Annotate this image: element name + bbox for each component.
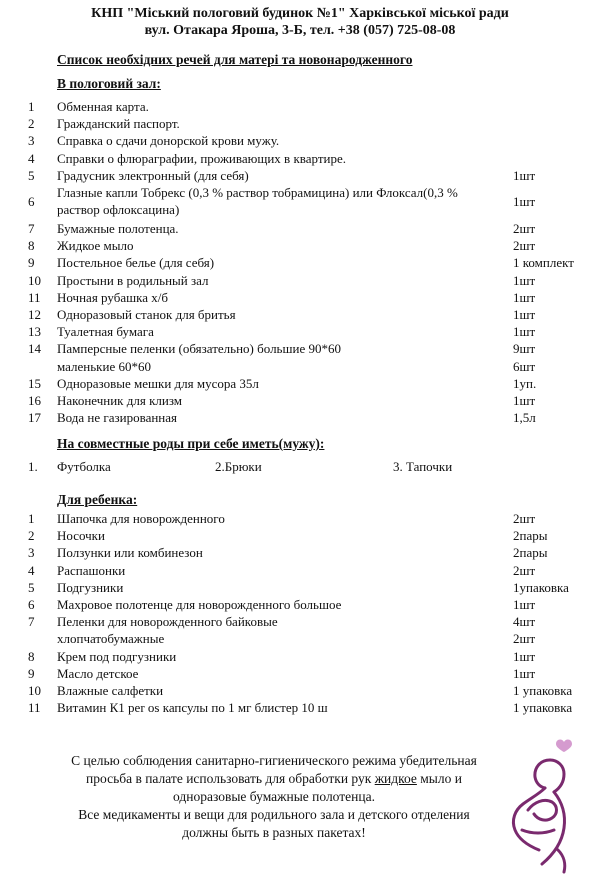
item-text: Влажные салфетки [57,683,164,698]
item-text: Жидкое мыло [57,238,134,254]
item-text: Распашонки [57,562,126,578]
item-text: Памперсные пеленки (обязательно) большие 90*60 [57,341,341,357]
note-line-1: С целью соблюдения санитарно-гигиенического режима убедительная [71,753,477,768]
item-quantity: 1шт [513,307,536,322]
list-item [0,289,600,306]
item-text: Глазные капли Тобрекс (0,3 % раствор тобрамицина) или Флоксал(0,3 % раствор офлоксацина) [57,185,458,217]
item-number: 2 [28,116,35,132]
item-number: 10 [28,272,41,288]
list-item [0,375,600,392]
item-text: маленькие 60*60 [57,358,151,374]
list-item [0,665,600,682]
item-quantity: 1упаковка [513,579,569,595]
item-number: 7 [28,614,35,630]
note-underlined-word: жидкое [374,771,417,786]
item-quantity: 4шт [513,614,536,630]
section-heading-delivery-room: В пологовий зал: [57,76,161,91]
list-item [0,184,600,218]
partner-item-tshirt: Футболка [57,459,111,474]
item-text: Подгузники [57,579,124,595]
item-quantity: 1шт [513,194,536,209]
item-number: 10 [28,683,41,698]
section-heading-partner: На совместные роды при себе иметь(мужу): [57,436,325,451]
item-text: Одноразовый станок для бритья [57,307,236,322]
note-line-2: просьба в палате использовать для обработки рук жидкое мыло и [86,771,462,786]
item-text: Гражданский паспорт. [57,116,180,132]
item-quantity: 1шт [513,393,536,408]
item-number: 9 [28,255,35,271]
partner-item-trousers: 2.Брюки [215,459,262,474]
item-quantity: 1 упаковка [513,700,573,716]
item-number: 4 [28,562,35,578]
list-item [0,613,600,630]
item-text: Обменная карта. [57,99,149,114]
item-number: 6 [28,597,35,612]
item-quantity: 6шт [513,358,536,374]
heart-icon [556,740,572,752]
list-item [0,596,600,613]
item-text: Градусник электронный (для себя) [57,167,249,183]
item-text: Масло детское [57,665,139,681]
item-number: 14 [28,341,41,357]
document-header-line-2: вул. Отакара Яроша, 3-Б, тел. +38 (057) 725-08-08 [144,23,456,38]
item-text: Справка о сдачи донорской крови мужу. [57,133,280,149]
item-number: 2 [28,528,35,544]
item-number: 8 [28,648,35,664]
item-number: 13 [28,324,41,340]
item-quantity: 1шт [513,272,536,288]
list-item [0,579,600,596]
document-header-line-1: КНП "Міський пологовий будинок №1" Харківської міської ради [91,6,509,21]
list-item [0,220,600,237]
list-item [0,167,600,184]
list-item [0,392,600,409]
item-quantity: 2шт [513,238,536,254]
item-quantity: 1уп. [513,375,537,391]
list-item [0,150,600,167]
list-item [0,544,600,561]
item-text: Вода не газированная [57,410,178,426]
item-quantity: 1шт [513,648,536,664]
item-text: Крем под подгузники [57,648,177,664]
section-heading-baby: Для ребенка: [57,492,138,507]
list-item [0,562,600,579]
list-item [0,527,600,544]
list-item [0,699,600,716]
item-text: Бумажные полотенца. [57,221,179,236]
item-quantity: 2пары [513,528,548,544]
mother-baby-logo-icon [498,730,588,880]
list-item [0,648,600,665]
item-number: 7 [28,221,35,236]
list-item [0,630,600,647]
item-text: Махровое полотенце для новорожденного большое [57,597,342,612]
list-item [0,409,600,426]
note-line-5: должны быть в разных пакетах! [182,825,366,840]
item-number: 16 [28,393,41,408]
item-number: 9 [28,665,35,681]
item-number: 1 [28,99,35,114]
item-number: 8 [28,238,35,254]
item-quantity: 2пары [513,545,548,561]
list-item [0,323,600,340]
item-number: 11 [28,289,41,305]
item-text: Ползунки или комбинезон [57,545,203,561]
list-item [0,272,600,289]
list-item [0,306,600,323]
partner-item-slippers: 3. Тапочки [393,459,453,474]
item-text: хлопчатобумажные [57,631,165,647]
list-item [0,340,600,357]
item-quantity: 1шт [513,597,536,612]
hygiene-note [50,752,498,842]
item-text: Шапочка для новорожденного [57,511,225,526]
item-quantity: 2шт [513,562,536,578]
item-quantity: 1 комплект [513,255,574,271]
item-quantity: 1шт [513,665,536,681]
list-item [0,98,600,115]
item-number: 5 [28,579,35,595]
item-text: Витамин К1 per os капсулы по 1 мг блистер 10 ш [57,700,328,716]
item-text: Одноразовые мешки для мусора 35л [57,375,259,391]
item-quantity: 1,5л [513,410,536,426]
item-text: Справки о флюраграфии, проживающих в квартире. [57,150,346,166]
list-title: Список необхідних речей для матері та новонародженного [57,52,413,67]
item-text: Простыни в родильный зал [57,272,209,288]
list-item [0,358,600,375]
item-text: Постельное белье (для себя) [57,255,215,271]
note-line-4: Все медикаменты и вещи для родильного зала и детского отделения [78,807,470,822]
item-quantity: 1шт [513,289,536,305]
item-quantity: 1шт [513,167,536,183]
list-item [0,237,600,254]
partner-item-number: 1. [28,459,38,474]
item-text: Ночная рубашка х/б [57,289,168,305]
item-quantity: 2шт [513,511,536,526]
item-number: 11 [28,700,41,716]
item-number: 6 [28,194,35,209]
list-item [0,682,600,699]
item-text: Туалетная бумага [57,324,154,340]
item-number: 5 [28,167,35,183]
item-number: 3 [28,545,35,561]
list-item [0,132,600,149]
item-number: 15 [28,375,41,391]
item-quantity: 1шт [513,324,536,340]
note-line-3: одноразовые бумажные полотенца. [173,789,375,804]
item-number: 3 [28,133,35,149]
item-number: 12 [28,307,41,322]
item-number: 4 [28,150,35,166]
item-number: 1 [28,511,35,526]
item-number: 17 [28,410,41,426]
item-text: Наконечник для клизм [57,393,183,408]
item-text: Носочки [57,528,105,544]
list-item [0,510,600,527]
item-quantity: 2шт [513,221,536,236]
item-quantity: 2шт [513,631,536,647]
item-quantity: 9шт [513,341,536,357]
item-text: Пеленки для новорожденного байковые [57,614,278,630]
list-item [0,115,600,132]
list-item [0,254,600,271]
partner-items-row [0,458,600,475]
item-quantity: 1 упаковка [513,683,573,698]
